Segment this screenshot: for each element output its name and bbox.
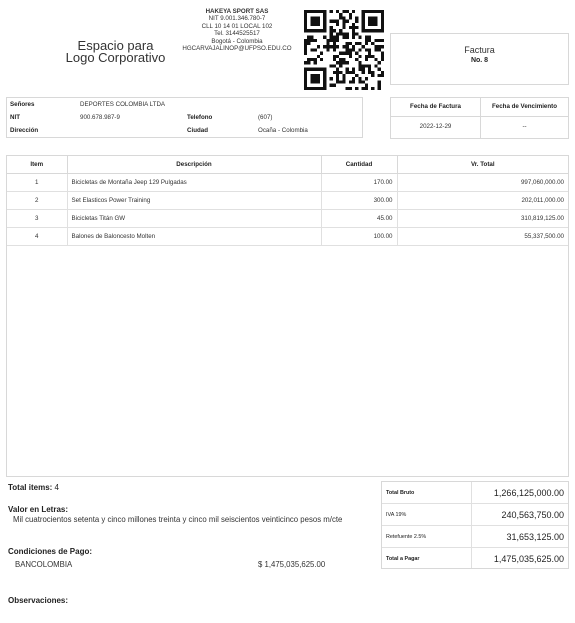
iva-label: IVA 19% <box>386 512 407 518</box>
totals-box <box>381 481 569 569</box>
qr-code-icon <box>304 10 384 90</box>
dates-box <box>390 97 569 139</box>
cell-cantidad: 45.00 <box>321 209 397 227</box>
items-table <box>7 156 568 246</box>
telefono-value: (607) <box>258 114 273 121</box>
total-items <box>8 483 59 492</box>
fecha-factura-value: 2022-12-29 <box>419 123 452 130</box>
company-address: CLL 10 14 01 LOCAL 102 <box>201 22 273 30</box>
client-info-box <box>6 97 363 138</box>
totals-row-iva <box>382 504 568 526</box>
observaciones-label: Observaciones: <box>8 596 69 605</box>
bank-name: BANCOLOMBIA <box>15 560 73 569</box>
fecha-vencimiento-value: -- <box>522 123 527 130</box>
iva-value: 240,563,750.00 <box>501 510 564 520</box>
ciudad-label: Ciudad <box>187 127 208 134</box>
company-info <box>170 8 304 52</box>
senores-label: Señores <box>10 101 35 108</box>
cell-item: 1 <box>7 173 67 191</box>
direccion-label: Dirección <box>10 127 39 134</box>
valor-en-letras-text: Mil cuatrocientos setenta y cinco millones treinta y cinco mil seiscientos veinticinco pesos m/cte <box>13 515 343 524</box>
cell-descripcion: Bicicletas Titán GW <box>67 209 321 227</box>
header-cantidad: Cantidad <box>321 156 397 173</box>
senores-value: DEPORTES COLOMBIA LTDA <box>80 101 166 108</box>
total-pagar-value: 1,475,035,625.00 <box>493 554 564 564</box>
cell-item: 4 <box>7 227 67 245</box>
cell-vr-total: 202,011,000.00 <box>397 191 568 209</box>
totals-row-retefuente <box>382 526 568 548</box>
telefono-label: Telefono <box>187 114 213 121</box>
cell-vr-total: 55,337,500.00 <box>397 227 568 245</box>
total-bruto-value: 1,266,125,000.00 <box>493 488 564 498</box>
invoice-number: No. 8 <box>470 57 489 64</box>
header-item: Item <box>7 156 67 173</box>
cell-item: 2 <box>7 191 67 209</box>
condiciones-pago-label: Condiciones de Pago: <box>8 547 93 556</box>
header-vr-total: Vr. Total <box>397 156 568 173</box>
cell-descripcion: Balones de Baloncesto Molten <box>67 227 321 245</box>
totals-row-total-pagar <box>382 548 568 570</box>
valor-en-letras-label: Valor en Letras: <box>8 505 69 514</box>
table-row <box>7 209 568 227</box>
total-items-label: Total items: <box>8 483 53 492</box>
company-city: Bogotá - Colombia <box>211 37 263 45</box>
cell-vr-total: 310,819,125.00 <box>397 209 568 227</box>
company-name: HAKEYA SPORT SAS <box>205 8 269 15</box>
logo-line-1: Espacio para <box>77 38 154 53</box>
invoice-title: Factura <box>464 45 495 55</box>
total-bruto-label: Total Bruto <box>386 490 415 496</box>
nit-label: NIT <box>10 114 20 121</box>
header-descripcion: Descripción <box>67 156 321 173</box>
retefuente-label: Retefuente 2.5% <box>386 534 427 540</box>
company-phone: Tel. 3144525517 <box>214 30 260 38</box>
company-nit: NIT 9.001.346.780-7 <box>208 15 266 23</box>
logo-placeholder <box>58 40 173 64</box>
total-pagar-label: Total a Pagar <box>386 556 420 562</box>
table-row <box>7 191 568 209</box>
nit-value: 900.678.987-9 <box>80 114 120 121</box>
cell-cantidad: 300.00 <box>321 191 397 209</box>
retefuente-value: 31,653,125.00 <box>506 532 564 542</box>
logo-line-2: Logo Corporativo <box>65 50 166 65</box>
fecha-factura-label: Fecha de Factura <box>410 103 461 110</box>
cell-cantidad: 170.00 <box>321 173 397 191</box>
table-row <box>7 173 568 191</box>
table-row <box>7 227 568 245</box>
cell-descripcion: Bicicletas de Montaña Jeep 129 Pulgadas <box>67 173 321 191</box>
invoice-number-box <box>390 33 569 85</box>
cell-item: 3 <box>7 209 67 227</box>
items-table-container <box>6 155 569 477</box>
cell-vr-total: 997,060,000.00 <box>397 173 568 191</box>
table-header-row <box>7 156 568 173</box>
totals-row-total-bruto <box>382 482 568 504</box>
bank-amount: $ 1,475,035,625.00 <box>258 560 326 569</box>
cell-cantidad: 100.00 <box>321 227 397 245</box>
total-items-value: 4 <box>54 483 59 492</box>
cell-descripcion: Set Elasticos Power Training <box>67 191 321 209</box>
fecha-vencimiento-label: Fecha de Vencimiento <box>492 103 557 110</box>
ciudad-value: Ocaña - Colombia <box>258 127 308 134</box>
company-email: HGCARVAJALINOP@UFPSO.EDU.CO <box>182 45 292 53</box>
